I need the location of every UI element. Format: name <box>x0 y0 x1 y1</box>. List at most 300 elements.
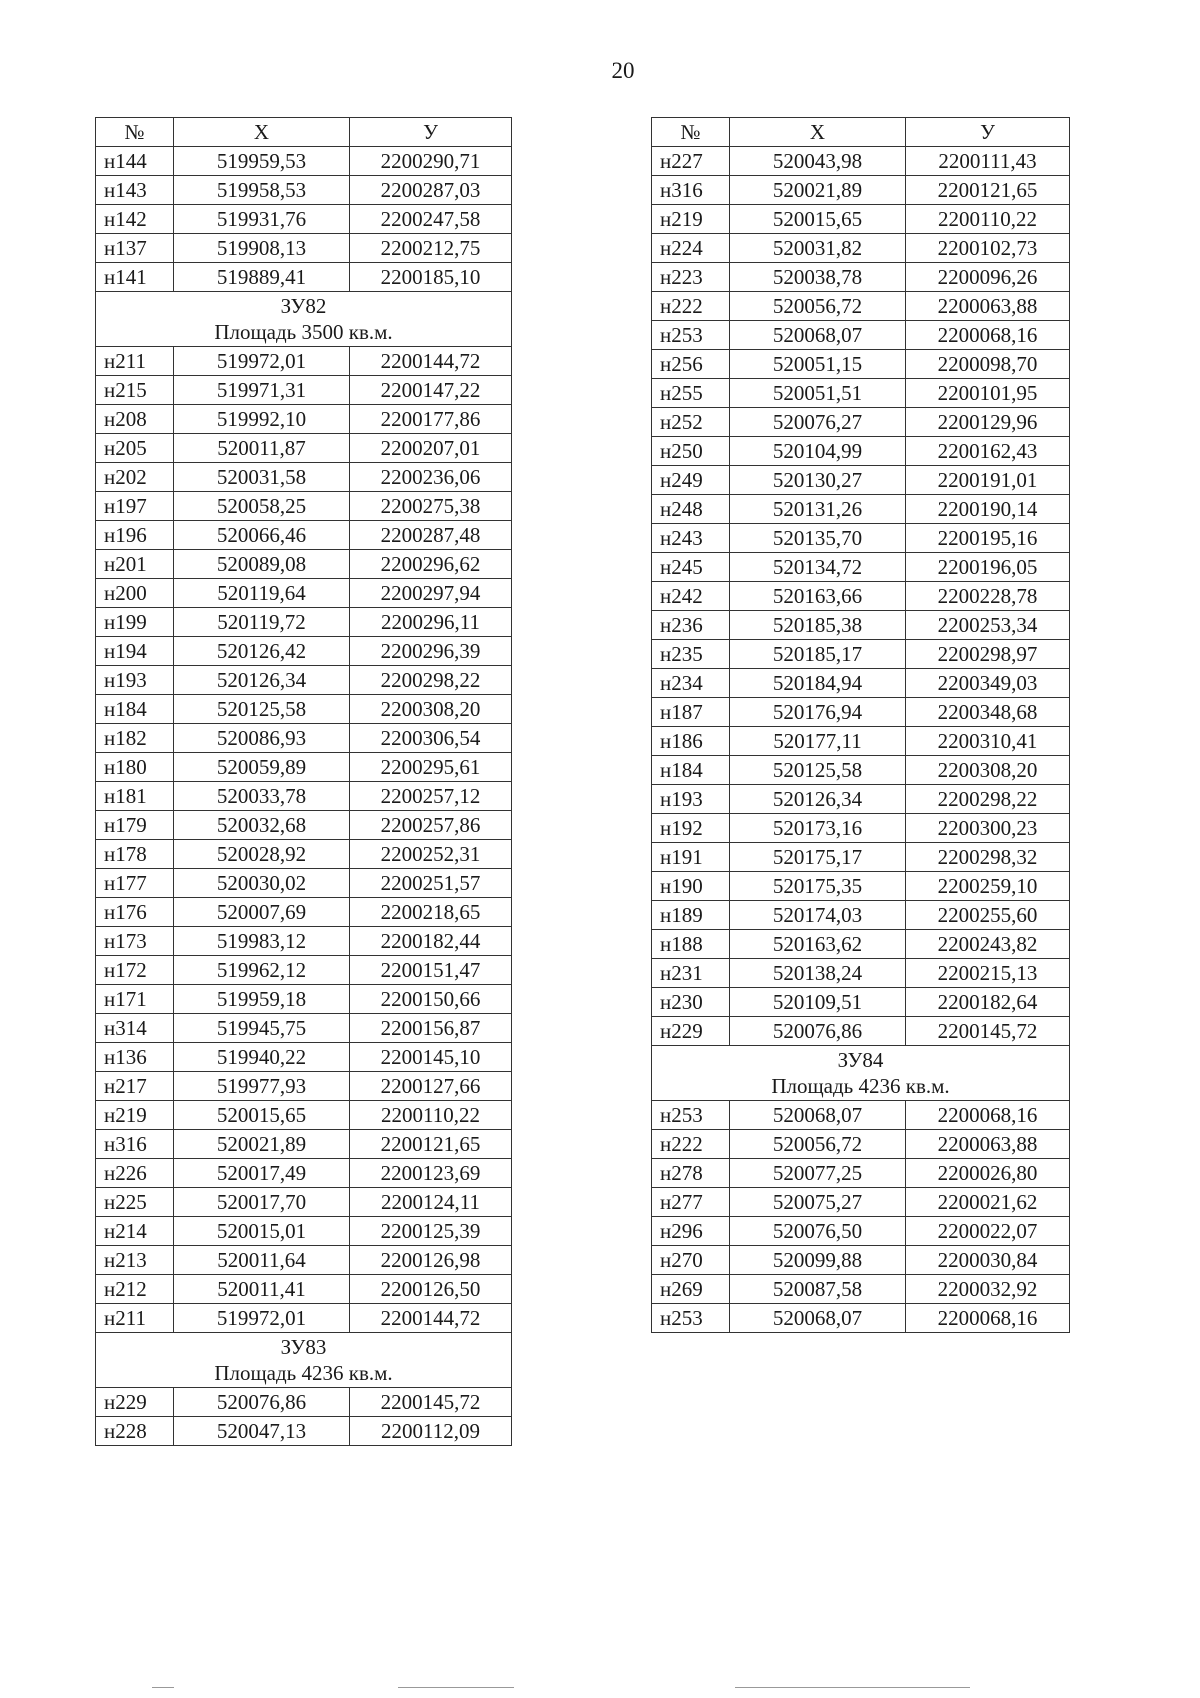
point-number: н208 <box>96 405 174 434</box>
coord-y: 2200190,14 <box>906 495 1070 524</box>
coord-x: 519962,12 <box>174 956 350 985</box>
coord-x: 520173,16 <box>730 814 906 843</box>
point-number: н194 <box>96 637 174 666</box>
table-row <box>96 840 512 869</box>
coord-x: 520175,17 <box>730 843 906 872</box>
footer-line <box>152 1687 174 1688</box>
point-number: н278 <box>652 1159 730 1188</box>
point-number: н224 <box>652 234 730 263</box>
point-number: н182 <box>96 724 174 753</box>
coord-y: 2200147,22 <box>350 376 512 405</box>
coord-x: 520087,58 <box>730 1275 906 1304</box>
point-number: н197 <box>96 492 174 521</box>
table-row <box>96 405 512 434</box>
coord-y: 2200257,12 <box>350 782 512 811</box>
table-row <box>96 579 512 608</box>
coord-x: 520163,62 <box>730 930 906 959</box>
coord-x: 519908,13 <box>174 234 350 263</box>
coord-y: 2200145,10 <box>350 1043 512 1072</box>
coord-y: 2200287,03 <box>350 176 512 205</box>
coord-y: 2200063,88 <box>906 292 1070 321</box>
coord-x: 520011,87 <box>174 434 350 463</box>
point-number: н223 <box>652 263 730 292</box>
table-row <box>96 695 512 724</box>
point-number: н229 <box>96 1388 174 1417</box>
coord-y: 2200295,61 <box>350 753 512 782</box>
coord-y: 2200275,38 <box>350 492 512 521</box>
point-number: н242 <box>652 582 730 611</box>
table-row <box>652 640 1070 669</box>
coord-y: 2200032,92 <box>906 1275 1070 1304</box>
table-row <box>96 985 512 1014</box>
coord-x: 520119,64 <box>174 579 350 608</box>
coord-x: 520051,51 <box>730 379 906 408</box>
table-row <box>96 1388 512 1417</box>
coord-y: 2200310,41 <box>906 727 1070 756</box>
coord-x: 520089,08 <box>174 550 350 579</box>
coord-y: 2200255,60 <box>906 901 1070 930</box>
point-number: н213 <box>96 1246 174 1275</box>
coord-x: 520058,25 <box>174 492 350 521</box>
coord-x: 520119,72 <box>174 608 350 637</box>
coord-y: 2200068,16 <box>906 1304 1070 1333</box>
coord-y: 2200298,32 <box>906 843 1070 872</box>
coord-x: 520007,69 <box>174 898 350 927</box>
coord-x: 520021,89 <box>174 1130 350 1159</box>
coord-x: 520126,34 <box>730 785 906 814</box>
point-number: н191 <box>652 843 730 872</box>
coord-y: 2200300,23 <box>906 814 1070 843</box>
point-number: н316 <box>652 176 730 205</box>
coord-y: 2200298,22 <box>350 666 512 695</box>
point-number: н137 <box>96 234 174 263</box>
table-row <box>652 1159 1070 1188</box>
point-number: н255 <box>652 379 730 408</box>
coord-y: 2200298,22 <box>906 785 1070 814</box>
table-row <box>652 437 1070 466</box>
coord-x: 520033,78 <box>174 782 350 811</box>
coord-y: 2200191,01 <box>906 466 1070 495</box>
header-number: № <box>96 118 174 147</box>
table-row <box>652 988 1070 1017</box>
table-row <box>96 1014 512 1043</box>
coord-y: 2200177,86 <box>350 405 512 434</box>
coord-y: 2200111,43 <box>906 147 1070 176</box>
table-row <box>652 205 1070 234</box>
section-header <box>96 292 512 347</box>
table-row <box>96 347 512 376</box>
table-row <box>96 521 512 550</box>
point-number: н253 <box>652 321 730 350</box>
coord-x: 519959,53 <box>174 147 350 176</box>
point-number: н200 <box>96 579 174 608</box>
coord-x: 520056,72 <box>730 1130 906 1159</box>
point-number: н141 <box>96 263 174 292</box>
table-row <box>652 147 1070 176</box>
coord-x: 520068,07 <box>730 321 906 350</box>
coord-y: 2200195,16 <box>906 524 1070 553</box>
table-row <box>96 724 512 753</box>
point-number: н173 <box>96 927 174 956</box>
coordinates-table-right <box>651 117 1070 1333</box>
point-number: н245 <box>652 553 730 582</box>
coord-y: 2200144,72 <box>350 347 512 376</box>
coord-y: 2200145,72 <box>906 1017 1070 1046</box>
point-number: н188 <box>652 930 730 959</box>
point-number: н142 <box>96 205 174 234</box>
coord-y: 2200110,22 <box>906 205 1070 234</box>
coord-y: 2200348,68 <box>906 698 1070 727</box>
point-number: н199 <box>96 608 174 637</box>
coord-y: 2200068,16 <box>906 321 1070 350</box>
table-row <box>96 434 512 463</box>
point-number: н296 <box>652 1217 730 1246</box>
table-row <box>96 1043 512 1072</box>
table-row <box>652 524 1070 553</box>
coord-x: 520043,98 <box>730 147 906 176</box>
coord-y: 2200185,10 <box>350 263 512 292</box>
coord-x: 519983,12 <box>174 927 350 956</box>
point-number: н219 <box>96 1101 174 1130</box>
coord-y: 2200129,96 <box>906 408 1070 437</box>
table-row <box>96 176 512 205</box>
point-number: н253 <box>652 1304 730 1333</box>
point-number: н180 <box>96 753 174 782</box>
point-number: н211 <box>96 347 174 376</box>
coord-y: 2200252,31 <box>350 840 512 869</box>
coord-y: 2200124,11 <box>350 1188 512 1217</box>
point-number: н248 <box>652 495 730 524</box>
point-number: н184 <box>96 695 174 724</box>
table-row <box>652 901 1070 930</box>
point-number: н249 <box>652 466 730 495</box>
point-number: н192 <box>652 814 730 843</box>
point-number: н230 <box>652 988 730 1017</box>
coord-y: 2200145,72 <box>350 1388 512 1417</box>
point-number: н219 <box>652 205 730 234</box>
table-row <box>96 1072 512 1101</box>
coord-y: 2200030,84 <box>906 1246 1070 1275</box>
coord-x: 520051,15 <box>730 350 906 379</box>
coord-y: 2200098,70 <box>906 350 1070 379</box>
coord-x: 520011,41 <box>174 1275 350 1304</box>
point-number: н193 <box>96 666 174 695</box>
coord-x: 520076,27 <box>730 408 906 437</box>
point-number: н178 <box>96 840 174 869</box>
point-number: н136 <box>96 1043 174 1072</box>
coord-y: 2200251,57 <box>350 869 512 898</box>
table-row <box>96 1101 512 1130</box>
coord-x: 520134,72 <box>730 553 906 582</box>
coord-y: 2200218,65 <box>350 898 512 927</box>
coord-x: 520176,94 <box>730 698 906 727</box>
coord-y: 2200243,82 <box>906 930 1070 959</box>
table-row <box>652 1188 1070 1217</box>
table-row <box>96 869 512 898</box>
point-number: н243 <box>652 524 730 553</box>
point-number: н227 <box>652 147 730 176</box>
coord-y: 2200257,86 <box>350 811 512 840</box>
coord-y: 2200102,73 <box>906 234 1070 263</box>
point-number: н189 <box>652 901 730 930</box>
table-row <box>96 666 512 695</box>
point-number: н270 <box>652 1246 730 1275</box>
coord-x: 520015,65 <box>174 1101 350 1130</box>
table-row <box>652 698 1070 727</box>
coord-x: 520184,94 <box>730 669 906 698</box>
table-row <box>96 550 512 579</box>
coord-x: 520177,11 <box>730 727 906 756</box>
coord-x: 520011,64 <box>174 1246 350 1275</box>
coord-y: 2200349,03 <box>906 669 1070 698</box>
coord-x: 520130,27 <box>730 466 906 495</box>
table-row <box>96 492 512 521</box>
point-number: н172 <box>96 956 174 985</box>
coord-x: 520076,86 <box>174 1388 350 1417</box>
coord-x: 519958,53 <box>174 176 350 205</box>
table-row <box>652 1275 1070 1304</box>
table-row <box>96 1304 512 1333</box>
table-row <box>96 927 512 956</box>
coord-x: 520135,70 <box>730 524 906 553</box>
coord-x: 520017,49 <box>174 1159 350 1188</box>
header-number: № <box>652 118 730 147</box>
table-row <box>652 408 1070 437</box>
point-number: н236 <box>652 611 730 640</box>
point-number: н201 <box>96 550 174 579</box>
coord-y: 2200151,47 <box>350 956 512 985</box>
table-row <box>652 1017 1070 1046</box>
table-row <box>96 376 512 405</box>
table-row <box>96 147 512 176</box>
table-row <box>96 263 512 292</box>
point-number: н181 <box>96 782 174 811</box>
coord-x: 519971,31 <box>174 376 350 405</box>
point-number: н176 <box>96 898 174 927</box>
table-row <box>96 463 512 492</box>
point-number: н250 <box>652 437 730 466</box>
table-row <box>96 1217 512 1246</box>
point-number: н193 <box>652 785 730 814</box>
point-number: н215 <box>96 376 174 405</box>
table-row <box>96 753 512 782</box>
page-number: 20 <box>611 58 635 83</box>
coord-y: 2200150,66 <box>350 985 512 1014</box>
table-row <box>96 1188 512 1217</box>
section-area: Площадь 3500 кв.м. <box>214 320 393 344</box>
table-row <box>652 872 1070 901</box>
table-row <box>96 608 512 637</box>
point-number: н225 <box>96 1188 174 1217</box>
coord-x: 520077,25 <box>730 1159 906 1188</box>
coord-x: 520163,66 <box>730 582 906 611</box>
table-row <box>652 234 1070 263</box>
table-row <box>652 1101 1070 1130</box>
coord-y: 2200144,72 <box>350 1304 512 1333</box>
section-title: ЗУ83 <box>280 1335 327 1359</box>
coord-y: 2200121,65 <box>350 1130 512 1159</box>
point-number: н231 <box>652 959 730 988</box>
coord-y: 2200259,10 <box>906 872 1070 901</box>
coord-y: 2200296,62 <box>350 550 512 579</box>
coord-y: 2200308,20 <box>350 695 512 724</box>
coord-y: 2200127,66 <box>350 1072 512 1101</box>
coord-x: 520076,50 <box>730 1217 906 1246</box>
coord-x: 520068,07 <box>730 1304 906 1333</box>
coord-y: 2200290,71 <box>350 147 512 176</box>
point-number: н186 <box>652 727 730 756</box>
coord-y: 2200063,88 <box>906 1130 1070 1159</box>
section-area: Площадь 4236 кв.м. <box>771 1074 950 1098</box>
coord-x: 520021,89 <box>730 176 906 205</box>
point-number: н211 <box>96 1304 174 1333</box>
header-y: У <box>350 118 512 147</box>
section-title: ЗУ82 <box>280 294 327 318</box>
coord-y: 2200126,50 <box>350 1275 512 1304</box>
point-number: н179 <box>96 811 174 840</box>
coord-y: 2200298,97 <box>906 640 1070 669</box>
coord-y: 2200253,34 <box>906 611 1070 640</box>
point-number: н256 <box>652 350 730 379</box>
table-row <box>652 785 1070 814</box>
coord-y: 2200196,05 <box>906 553 1070 582</box>
table-row <box>96 811 512 840</box>
table-row <box>652 1246 1070 1275</box>
table-row <box>652 263 1070 292</box>
coord-y: 2200156,87 <box>350 1014 512 1043</box>
coord-y: 2200228,78 <box>906 582 1070 611</box>
table-row <box>652 292 1070 321</box>
table-header-row <box>652 118 1070 147</box>
coord-x: 519977,93 <box>174 1072 350 1101</box>
coord-y: 2200296,11 <box>350 608 512 637</box>
table-row <box>652 379 1070 408</box>
point-number: н144 <box>96 147 174 176</box>
point-number: н222 <box>652 1130 730 1159</box>
point-number: н212 <box>96 1275 174 1304</box>
coord-x: 520028,92 <box>174 840 350 869</box>
table-row <box>652 930 1070 959</box>
coord-x: 520075,27 <box>730 1188 906 1217</box>
point-number: н177 <box>96 869 174 898</box>
point-number: н214 <box>96 1217 174 1246</box>
coord-y: 2200215,13 <box>906 959 1070 988</box>
coord-x: 520059,89 <box>174 753 350 782</box>
coord-y: 2200296,39 <box>350 637 512 666</box>
table-row <box>652 959 1070 988</box>
table-row <box>96 1159 512 1188</box>
coord-x: 520125,58 <box>730 756 906 785</box>
coord-x: 520109,51 <box>730 988 906 1017</box>
coord-x: 520174,03 <box>730 901 906 930</box>
table-row <box>652 814 1070 843</box>
coord-y: 2200207,01 <box>350 434 512 463</box>
coord-y: 2200068,16 <box>906 1101 1070 1130</box>
table-row <box>96 637 512 666</box>
point-number: н222 <box>652 292 730 321</box>
point-number: н253 <box>652 1101 730 1130</box>
table-row <box>96 1246 512 1275</box>
table-header-row <box>96 118 512 147</box>
coord-x: 520017,70 <box>174 1188 350 1217</box>
coord-y: 2200096,26 <box>906 263 1070 292</box>
coord-x: 520056,72 <box>730 292 906 321</box>
section-header <box>652 1046 1070 1101</box>
coord-x: 520126,42 <box>174 637 350 666</box>
table-row <box>652 1130 1070 1159</box>
section-row <box>96 1333 512 1388</box>
point-number: н234 <box>652 669 730 698</box>
header-x: X <box>730 118 906 147</box>
coord-x: 519959,18 <box>174 985 350 1014</box>
table-row <box>652 611 1070 640</box>
coord-y: 2200247,58 <box>350 205 512 234</box>
table-row <box>652 466 1070 495</box>
coord-x: 520038,78 <box>730 263 906 292</box>
coord-x: 519940,22 <box>174 1043 350 1072</box>
coord-y: 2200121,65 <box>906 176 1070 205</box>
table-row <box>96 205 512 234</box>
point-number: н187 <box>652 698 730 727</box>
coord-x: 520131,26 <box>730 495 906 524</box>
coord-x: 520138,24 <box>730 959 906 988</box>
coord-y: 2200021,62 <box>906 1188 1070 1217</box>
point-number: н229 <box>652 1017 730 1046</box>
coord-x: 520076,86 <box>730 1017 906 1046</box>
coord-y: 2200212,75 <box>350 234 512 263</box>
coord-y: 2200308,20 <box>906 756 1070 785</box>
point-number: н226 <box>96 1159 174 1188</box>
coord-y: 2200182,44 <box>350 927 512 956</box>
point-number: н196 <box>96 521 174 550</box>
coord-x: 519889,41 <box>174 263 350 292</box>
section-header <box>96 1333 512 1388</box>
table-row <box>652 350 1070 379</box>
header-y: У <box>906 118 1070 147</box>
table-row <box>96 782 512 811</box>
table-row <box>652 553 1070 582</box>
table-row <box>652 582 1070 611</box>
coord-x: 520031,82 <box>730 234 906 263</box>
table-row <box>96 898 512 927</box>
coord-x: 520126,34 <box>174 666 350 695</box>
coord-x: 519945,75 <box>174 1014 350 1043</box>
point-number: н171 <box>96 985 174 1014</box>
table-row <box>652 669 1070 698</box>
coord-y: 2200306,54 <box>350 724 512 753</box>
coord-x: 520185,17 <box>730 640 906 669</box>
coord-y: 2200287,48 <box>350 521 512 550</box>
point-number: н235 <box>652 640 730 669</box>
coord-y: 2200297,94 <box>350 579 512 608</box>
coord-x: 520175,35 <box>730 872 906 901</box>
table-row <box>652 176 1070 205</box>
coord-y: 2200112,09 <box>350 1417 512 1446</box>
point-number: н252 <box>652 408 730 437</box>
table-row <box>652 756 1070 785</box>
point-number: н269 <box>652 1275 730 1304</box>
coord-y: 2200126,98 <box>350 1246 512 1275</box>
coord-y: 2200123,69 <box>350 1159 512 1188</box>
coord-y: 2200182,64 <box>906 988 1070 1017</box>
coord-y: 2200022,07 <box>906 1217 1070 1246</box>
point-number: н277 <box>652 1188 730 1217</box>
table-row <box>652 1304 1070 1333</box>
header-x: X <box>174 118 350 147</box>
coord-y: 2200162,43 <box>906 437 1070 466</box>
footer-line <box>735 1687 970 1688</box>
point-number: н184 <box>652 756 730 785</box>
